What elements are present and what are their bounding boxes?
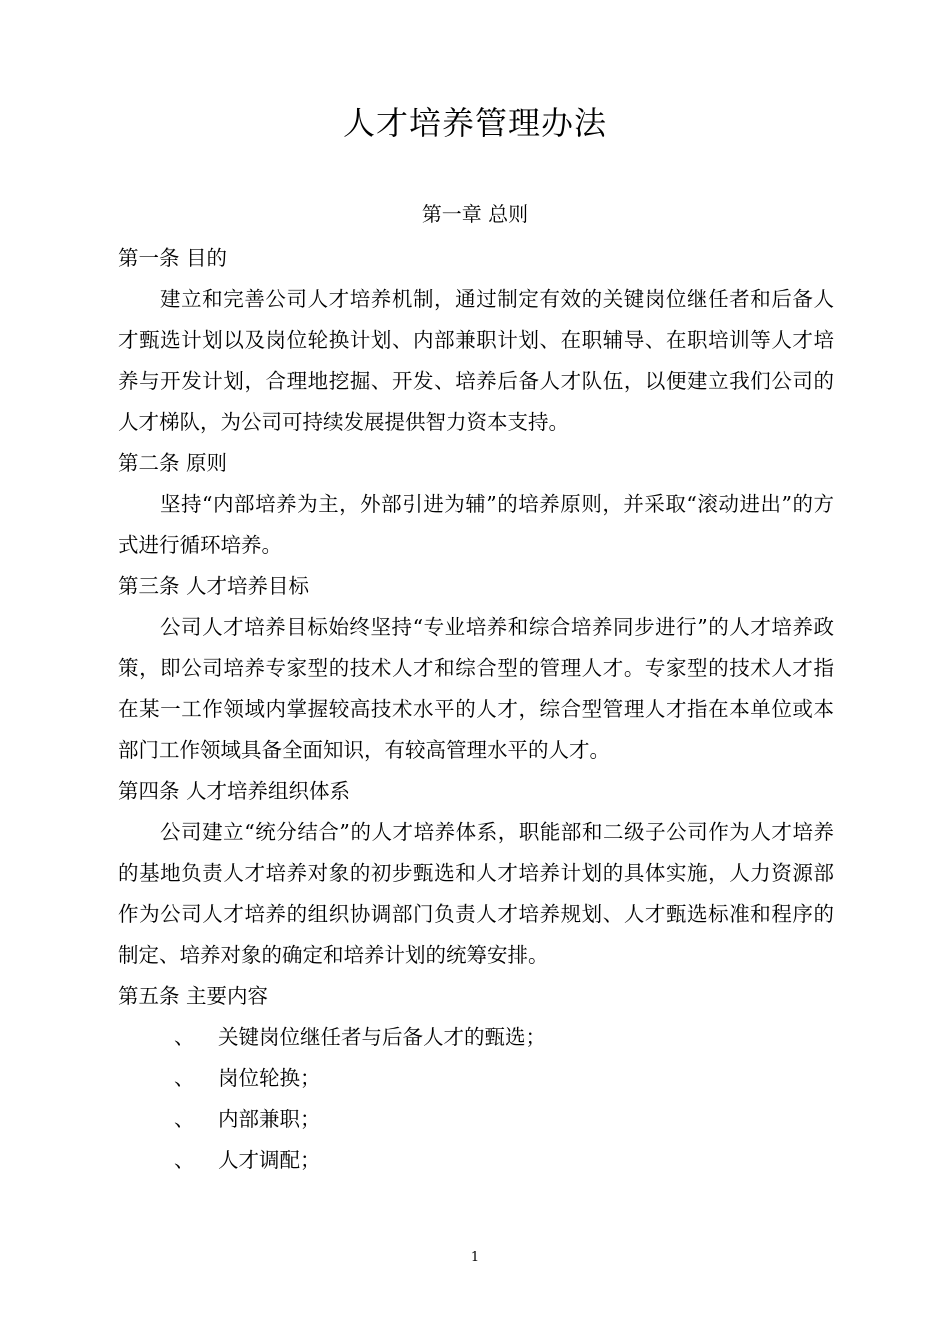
page-number: 1	[470, 1250, 480, 1265]
article-1-heading: 第一条 目的	[118, 246, 228, 270]
list-item	[118, 1140, 834, 1181]
list-item	[118, 1099, 834, 1140]
article-3-paragraph: 公司人才培养目标始终坚持“专业培养和综合培养同步进行”的人才培养政策，即公司培养专家型的技术人才和综合型的管理人才。专家型的技术人才指在某一工作领域内掌握较高技术水平的人才，综合型管理人才指在本单位或本部门工作领域具备全面知识，有较高管理水平的人才。	[118, 615, 834, 762]
article-2-paragraph: 坚持“内部培养为主，外部引进为辅”的培养原则，并采取“滚动进出”的方式进行循环培养。	[118, 492, 834, 557]
document-title: 人才培养管理办法	[342, 104, 607, 142]
main-content-list	[118, 1017, 834, 1181]
list-item-marker: 、	[174, 1066, 195, 1090]
article-5-heading: 第五条 主要内容	[118, 984, 269, 1008]
list-item-text: 岗位轮换；	[218, 1066, 321, 1090]
chapter-heading: 第一章 总则	[421, 202, 529, 226]
list-item-text: 关键岗位继任者与后备人才的甄选；	[218, 1025, 546, 1049]
article-3-heading: 第三条 人才培养目标	[118, 574, 310, 598]
list-item-text: 人才调配；	[218, 1148, 321, 1172]
list-item	[118, 1058, 834, 1099]
article-1-paragraph: 建立和完善公司人才培养机制，通过制定有效的关键岗位继任者和后备人才甄选计划以及岗位轮换计划、内部兼职计划、在职辅导、在职培训等人才培养与开发计划，合理地挖掘、开发、培养后备人才队伍，以便建立我们公司的人才梯队，为公司可持续发展提供智力资本支持。	[118, 287, 834, 434]
list-item-marker: 、	[174, 1148, 195, 1172]
list-item-marker: 、	[174, 1025, 195, 1049]
list-item	[118, 1017, 834, 1058]
list-item-text: 内部兼职；	[218, 1107, 321, 1131]
article-4-heading: 第四条 人才培养组织体系	[118, 779, 351, 803]
article-4-paragraph: 公司建立“统分结合”的人才培养体系，职能部和二级子公司作为人才培养的基地负责人才培养对象的初步甄选和人才培养计划的具体实施，人力资源部作为公司人才培养的组织协调部门负责人才培养规划、人才甄选标准和程序的制定、培养对象的确定和培养计划的统筹安排。	[118, 820, 834, 967]
list-item-marker: 、	[174, 1107, 195, 1131]
document-body	[118, 238, 834, 1181]
article-2-heading: 第二条 原则	[118, 451, 228, 475]
